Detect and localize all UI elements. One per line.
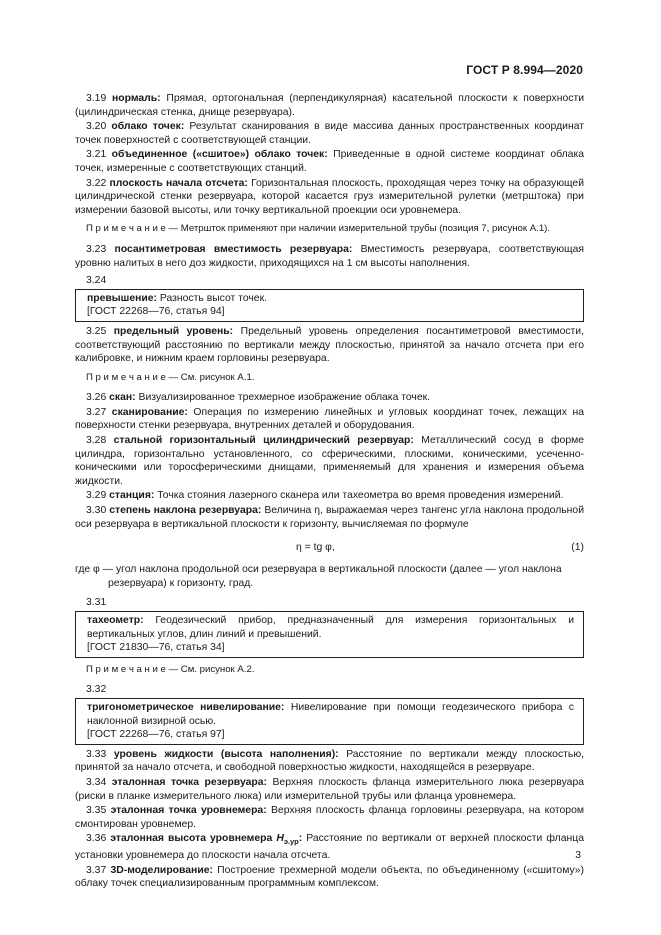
term-3-27: 3.27 сканирование: Операция по измерению линейных и угловых координат точек, лежащих на поверхности стенки резервуара, внутренних деталей и оборудования. xyxy=(75,406,584,432)
term-3-28: 3.28 стальной горизонтальный цилиндрический резервуар: Металлический сосуд в форме цилиндра, горизонтально установленного, со сферическими, плоскими, коническими, усеченно-коническими или торосферическими днищами, применяемый для хранения и измерения объема жидкости. xyxy=(75,435,585,487)
term-3-19: 3.19 нормаль: Прямая, ортогональная (перпендикулярная) касательной плоскости к поверхности (цилиндрическая стенка, днище резервуара). xyxy=(75,93,585,118)
formula-expression: η = tg φ, xyxy=(296,542,335,554)
formula-1 xyxy=(75,539,584,557)
term-3-31-number: 3.31 xyxy=(86,597,107,609)
term-3-22: 3.22 плоскость начала отсчета: Горизонтальная плоскость, проходящая через точку на образующей цилиндрической стенки резервуара, которой касается груз измерительной рулетки (метрштока) при измерении базовой высоты, или точку вертикальной проекции оси уровнемера. xyxy=(75,177,585,216)
note-3: П р и м е ч а н и е — См. рисунок А.2. xyxy=(86,663,255,675)
reference: [ГОСТ 21830—76, статья 34] xyxy=(87,642,225,654)
page-number: 3 xyxy=(575,850,581,861)
term-3-32-number: 3.32 xyxy=(86,684,107,696)
term-3-31-box: тахеометр: Геодезический прибор, предназначенный для измерения горизонтальных и вертикальных углов, длин линий и превышений. [ГОСТ 21830—76, статья 34] xyxy=(75,611,584,658)
term-3-24-box: превышение: Разность высот точек. [ГОСТ 22268—76, статья 94] xyxy=(75,289,584,322)
symbol-h: H xyxy=(276,833,284,845)
document-body xyxy=(75,92,584,892)
term-3-37: 3.37 3D-моделирование: Построение трехмерной модели объекта, по объединенному («сшитому») облаку точек специализированным программным комплексом. xyxy=(75,864,585,890)
note-2: П р и м е ч а н и е — См. рисунок А.1. xyxy=(86,371,255,383)
term-3-32-box: тригонометрическое нивелирование: Нивелирование при помощи геодезического прибора с наклонной визирной осью. [ГОСТ 22268—76, статья 97] xyxy=(75,698,584,745)
reference: [ГОСТ 22268—76, статья 94] xyxy=(87,306,225,318)
term-3-26: 3.26 скан: Визуализированное трехмерное изображение облака точек. xyxy=(86,392,431,404)
term-3-34: 3.34 эталонная точка резервуара: Верхняя плоскость фланца измерительного люка резервуара (риски в планке измерительного люка) или измерительной трубы или фланца уровнемера. xyxy=(75,776,584,802)
document-code: ГОСТ Р 8.994—2020 xyxy=(466,63,583,77)
term-3-33: 3.33 уровень жидкости (высота наполнения): Расстояние по вертикали между плоскостью, принятой за начало отсчета, и свободной поверхностью жидкости, находящейся в резервуаре. xyxy=(75,748,584,774)
term-3-36: 3.36 эталонная высота уровнемера $H_{э.ур}$: Расстояние по вертикали от верхней плоскости фланца установки уровнемера до плоскости начала отсчета. xyxy=(75,833,584,861)
formula-legend: где φ — угол наклона продольной оси резервуара в вертикальной плоскости (далее — угол наклона резервуара) к горизонту, град. xyxy=(75,564,562,589)
term-3-24-number: 3.24 xyxy=(86,275,107,287)
term-3-30: 3.30 степень наклона резервуара: Величина η, выражаемая через тангенс угла наклона продольной оси резервуара в вертикальной плоскости к горизонту, вычисляемая по формуле xyxy=(75,505,584,530)
reference: [ГОСТ 22268—76, статья 97] xyxy=(87,729,225,741)
term-3-23: 3.23 посантиметровая вместимость резервуара: Вместимость резервуара, соответствующая уровню налитых в него доз жидкости, приходящихся на 1 см высоты наполнения. xyxy=(75,243,584,269)
term-3-21: 3.21 объединенное («сшитое») облако точек: Приведенные в одной системе координат облака точек, измеренные с соответствующих станций. xyxy=(75,149,584,174)
term-3-25: 3.25 предельный уровень: Предельный уровень определения посантиметровой вместимости, соответствующий расстоянию по вертикали между плоскостью, принятой за начало отсчета при его калибровке, и нижним краем горловины резервуара. xyxy=(75,325,584,365)
term-3-35: 3.35 эталонная точка уровнемера: Верхняя плоскость фланца горловины резервуара, на котором смонтирован уровнемер. xyxy=(75,805,584,830)
term-3-20: 3.20 облако точек: Результат сканирования в виде массива данных пространственных координат точек поверхностей с соответствующей станции. xyxy=(75,121,585,146)
term-3-29: 3.29 станция: Точка стояния лазерного сканера или тахеометра во время проведения измерений. xyxy=(86,490,564,502)
formula-number: (1) xyxy=(571,542,584,554)
note-1: П р и м е ч а н и е — Метршток применяют при наличии измерительной трубы (позиция 7, рисунок А.1). xyxy=(86,223,551,235)
